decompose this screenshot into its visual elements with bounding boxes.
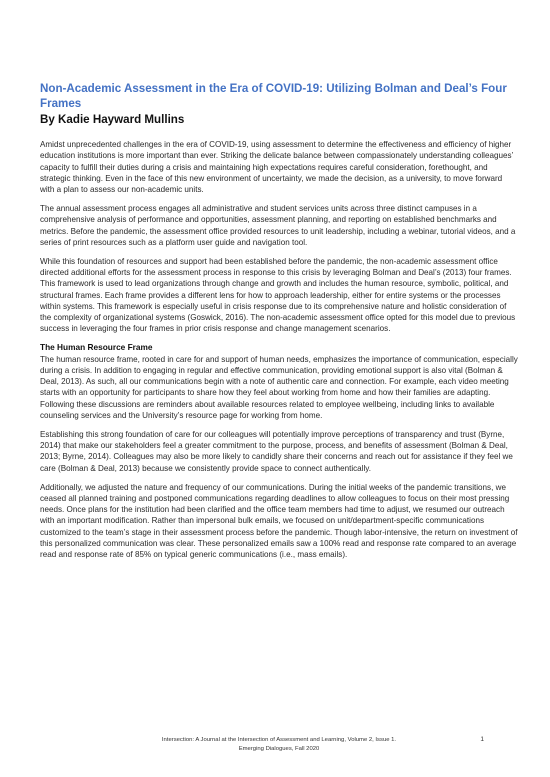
section-paragraph-3: Additionally, we adjusted the nature and frequency of our communications. During the initial weeks of the pandemic transitions, we ceased all planned training and postponed communications regarding deadlines to allow colleagues to focus on their most pressing needs. Once plans for the institution had been clarified and the office team members had time to adjust, we resumed our outreach with an important modification. Rather than impersonal bulk emails, we focused on unit/department-specific communications customized to the team’s stage in their assessment process before the pandemic. Though labor-intensive, the return on investment of this personalized communication was clear. These personalized emails saw a 100% read and response rate compared to an average read and response rate of 85% on typical generic communications (i.e., mass emails). xyxy=(40,482,518,560)
body-paragraph-2: The annual assessment process engages all administrative and student services units across three distinct campuses in a comprehensive analysis of performance and opportunities, assessment planning, and reporting on established benchmarks and metrics. Before the pandemic, the assessment office provided resources to unit leadership, including a webinar, tutorial videos, and a series of print resources such as a platform user guide and navigation tool. xyxy=(40,203,516,247)
page-footer xyxy=(40,736,518,754)
article-title: Non-Academic Assessment in the Era of COVID-19: Utilizing Bolman and Deal’s Four Frames xyxy=(40,82,507,110)
body-paragraph-3: While this foundation of resources and support had been established before the pandemic, the non-academic assessment office directed additional efforts for the assessment process in response to this crisis by leveraging Bolman and Deal’s (2013) four frames. This framework is used to lead organizations through change and growth and includes the human resource, symbolic, political, and structural frames. Each frame provides a different lens for how to approach leadership, either for entire systems or the processes within systems. This framework is especially useful in crisis response due to its comprehensive nature and holistic consideration of the complexity of organizational systems (Goswick, 2016). The non-academic assessment office opted for this model due to previous success in leveraging the four frames in prior crisis response and change management scenarios. xyxy=(40,256,516,334)
article-author: By Kadie Hayward Mullins xyxy=(40,113,185,126)
body-paragraph-1: Amidst unprecedented challenges in the era of COVID-19, using assessment to determine the effectiveness and efficiency of higher education institutions is more important than ever. Striking the delicate balance between compassionately understanding colleagues’ capacity to fulfill their duties during a crisis and maintaining high expectations requires careful consideration, forethought, and strategic thinking. Even in the face of this new environment of uncertainty, we made the decision, as a university, to move forward with a plan to assess our non-academic units. xyxy=(40,140,514,195)
footer-issue-line: Emerging Dialogues, Fall 2020 xyxy=(238,746,320,752)
page-number: 1 xyxy=(480,736,484,743)
footer-journal-line: Intersection: A Journal at the Intersection of Assessment and Learning, Volume 2, Issue 1. xyxy=(161,737,397,743)
section-paragraph-2: Establishing this strong foundation of care for our colleagues will potentially improve perceptions of transparency and trust (Byrne, 2014) that make our stakeholders feel a greater commitment to the purpose, process, and benefits of assessment (Bolman & Deal, 2013; Byrne, 2014). Colleagues may also be more likely to candidly share their concerns and reach out for assistance if they feel we care (Bolman & Deal, 2013) because we consistently provide space to connect authentically. xyxy=(40,429,513,473)
section-heading: The Human Resource Frame xyxy=(40,342,153,353)
section-paragraph-1: The human resource frame, rooted in care for and support of human needs, emphasizes the importance of communication, especially during a crisis. In addition to engaging in regular and effective communication, providing emotional support is also vital (Bolman & Deal, 2013). As such, all our communications begin with a note of authentic care and connection. For example, each video meeting starts with an opportunity for participants to share how they feel about working from home and how their families are adapting. Following these discussions are reminders about available resources related to employee wellbeing, including links to available counseling services and the University’s resource page for working from home. xyxy=(40,354,518,421)
